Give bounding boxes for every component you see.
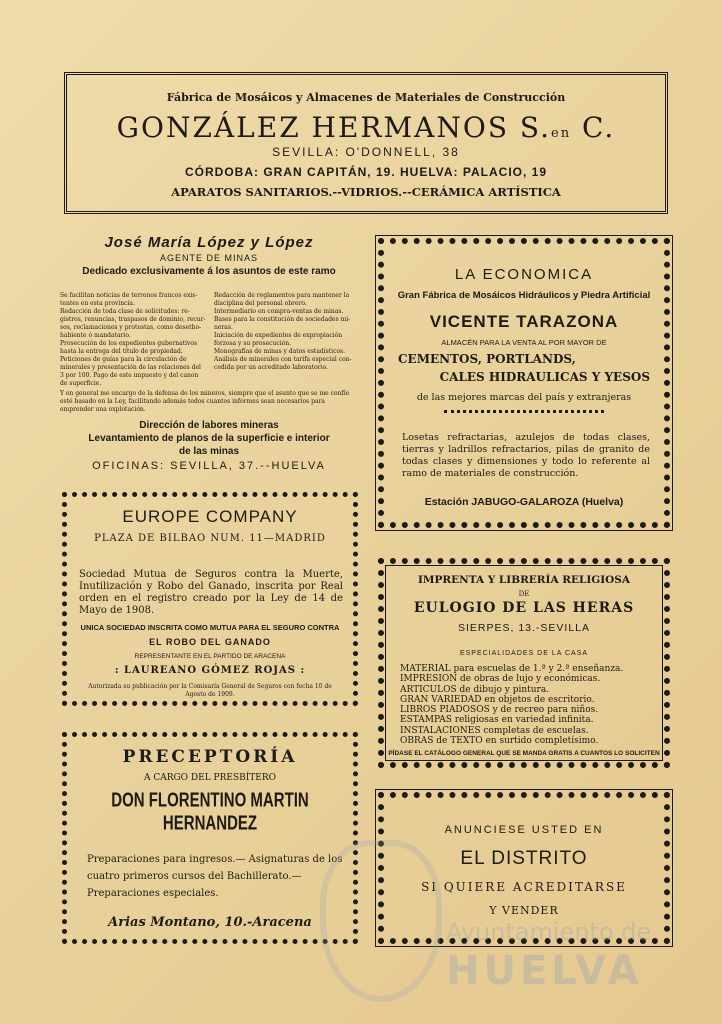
lopez-col1-line: gistros, renuncias, traspasos de dominio, recur- — [60, 316, 206, 323]
europe-auth: Autorizada su publicación por la Comisaría General de Seguros con fecha 10 de Agosto de 1909. — [88, 683, 332, 698]
gonzalez-title-main: GONZÁLEZ HERMANOS S. — [116, 111, 552, 144]
imprenta-list — [400, 664, 623, 746]
lopez-col2-line: forzosa y su prosecución. — [214, 340, 292, 347]
lopez-col1-line: Prosecución de los expedientes gubernativos — [60, 340, 198, 347]
preceptoria-name: DON FLORENTINO MARTIN HERNANDEZ — [111, 789, 309, 835]
economica-desc: Losetas refractarias, azulejos de todas clases, tierras y ladrillos refractarios, pilas de granito de todas clases y dimensiones y todo lo referente al ramo de materiales de construcción. — [402, 432, 650, 479]
lopez-col2-line: Intermediario en compra-ventas de minas. — [214, 308, 344, 315]
preceptoria-address: Arias Montano, 10.-Aracena — [108, 915, 312, 930]
list-item: ARTICULOS de dibujo y pintura. — [400, 684, 550, 695]
imprenta-catalog: PÍDASE EL CATÁLOGO GENERAL QUE SE MANDA GRATIS A CUANTOS LO SOLICITEN — [388, 750, 660, 757]
lopez-name: José María López y López — [104, 234, 314, 251]
lopez-dir1: Dirección de labores mineras — [139, 420, 279, 431]
preceptoria-desc: Preparaciones para ingresos.— Asignaturas de los cuatro primeros cursos del Bachillerato.— Preparaciones especiales. — [87, 854, 343, 899]
lopez-col1-line: minerales y presentación de las relaciones del — [60, 364, 201, 371]
watermark-line1: Ayuntamiento de — [446, 918, 652, 946]
list-item: ESTAMPAS religiosas en variedad infinita. — [400, 715, 594, 726]
lopez-col2-line: Bases para la constitución de sociedades mi- — [214, 316, 351, 323]
lopez-col1-line: habiente ó mandatario. — [60, 332, 131, 339]
watermark-line2: HUELVA — [446, 948, 643, 994]
imprenta-name: EULOGIO DE LAS HERAS — [413, 600, 635, 616]
list-item: IMPRESION de obras de lujo y económicas. — [400, 674, 601, 685]
lopez-col2-line: Redacción de reglamentos para mantener la — [214, 292, 350, 299]
gonzalez-title-en: en — [551, 126, 572, 141]
lopez-col2-line: Iniciación de expedientes de expropiación — [214, 332, 343, 339]
lopez-col1-line: Peticiones de guías para la circulación de — [60, 356, 187, 363]
economica-sub: Gran Fábrica de Mosáicos Hidráulicos y Piedra Artificial — [397, 290, 651, 301]
lopez-col1-line: Redacción de toda clase de solicitudes: re- — [60, 308, 190, 315]
europe-title: EUROPE COMPANY — [122, 507, 298, 526]
lopez-col1-line: Se facilitan noticias de terrenos francos exis- — [60, 292, 198, 299]
lopez-col1-line: sos, reclamaciones y protestas, como desetho- — [60, 324, 202, 331]
lopez-col1-line: 3 por 100. Pago de este impuesto y del canon — [60, 372, 199, 379]
imprenta-spec: ESPECIALIDADES DE LA CASA — [459, 650, 589, 657]
gonzalez-line5: APARATOS SANITARIOS.--VIDRIOS.--CERÁMICA ARTÍSTICA — [171, 185, 561, 199]
economica-prod2: CALES HIDRAULICAS Y YESOS — [439, 370, 650, 384]
list-item: OBRAS de TEXTO en surtido completísimo. — [400, 736, 599, 747]
lopez-office: OFICINAS: SEVILLA, 37.--HUELVA — [92, 460, 326, 472]
economica-owner: VICENTE TARAZONA — [429, 312, 619, 331]
imprenta-address: SIERPES, 13.-SEVILLA — [457, 622, 591, 634]
watermark-crest-icon — [320, 840, 442, 1002]
lopez-para: Y en general me encargo de la defensa de los mineros, siempre que el asunto que se me confíe esté basado en la Ley, facilitando además todos cuantos informes sean necesarios para emprender una explotación. — [60, 390, 350, 413]
europe-address: PLAZA DE BILBAO NUM. 11—MADRID — [94, 533, 326, 544]
economica-ad — [378, 238, 670, 528]
economica-divider — [444, 410, 604, 413]
economica-station: Estación JABUGO-GALAROZA (Huelva) — [424, 496, 624, 508]
lopez-col2-line: neras. — [214, 324, 233, 331]
lopez-col2 — [214, 292, 360, 372]
economica-prod1: CEMENTOS, PORTLANDS, — [398, 352, 576, 366]
lopez-col2-line: cedida por un acreditado laboratorio. — [214, 364, 328, 371]
lopez-dir2: Levantamiento de planos de la superficie e interior — [88, 433, 330, 444]
lopez-col1-line: tentes en esta provincia. — [60, 300, 135, 307]
lopez-role: AGENTE DE MINAS — [159, 253, 258, 263]
preceptoria-cargo: A CARGO DEL PRESBÍTERO — [143, 773, 277, 783]
distrito-line1: ANUNCIESE USTED EN — [444, 824, 604, 836]
lopez-col2-line: Análisis de minerales con tarifa especial con- — [214, 356, 352, 363]
gonzalez-title — [67, 111, 665, 144]
preceptoria-ad — [62, 732, 358, 944]
lopez-col1 — [60, 292, 206, 388]
distrito-line4: Y VENDER — [489, 904, 559, 917]
lopez-col2-line: disciplina del personal obrero. — [214, 300, 307, 307]
list-item: MATERIAL para escuelas de 1.ª y 2.ª enseñanza. — [400, 664, 624, 674]
economica-almacen: ALMACÉN PARA LA VENTA AL POR MAYOR DE — [441, 338, 607, 347]
europe-robo: EL ROBO DEL GANADO — [149, 637, 271, 647]
gonzalez-line3: SEVILLA: O'DONNELL, 38 — [272, 145, 460, 159]
lopez-col2-line: Monografías de minas y datos estadísticos. — [214, 348, 346, 355]
gonzalez-line4: CÓRDOBA: GRAN CAPITÁN, 19. HUELVA: PALACIO, 19 — [184, 165, 548, 179]
europe-unica: UNICA SOCIEDAD INSCRITA COMO MUTUA PARA EL SEGURO CONTRA — [80, 623, 340, 632]
lopez-col1-line: de superficie. — [60, 380, 102, 387]
imprenta-title: IMPRENTA Y LIBRERÍA RELIGIOSA — [417, 574, 631, 586]
list-item: LIBROS PIADOSOS y de recreo para niños. — [400, 705, 599, 716]
imprenta-de: DE — [518, 590, 530, 598]
europe-agent: : LAUREANO GÓMEZ ROJAS : — [114, 665, 306, 676]
gonzalez-ad — [64, 72, 668, 214]
europe-ad — [62, 492, 358, 706]
gonzalez-line1: Fábrica de Mosáicos y Almacenes de Materiales de Construcción — [166, 91, 566, 104]
list-item: GRAN VARIEDAD en objetos de escritorio. — [400, 694, 595, 705]
lopez-ad — [58, 228, 360, 474]
europe-desc: Sociedad Mutua de Seguros contra la Muerte, Inutilización y Robo del Ganado, inscrita por Real orden en el registro creado por la Ley de 14 de Mayo de 1908. — [79, 569, 343, 616]
europe-rep: REPRESENTANTE EN EL PARTIDO DE ARACENA — [134, 653, 286, 660]
list-item: INSTALACIONES completas de escuelas. — [400, 725, 589, 736]
economica-title: LA ECONOMICA — [454, 266, 594, 283]
distrito-line2: EL DISTRITO — [460, 848, 588, 869]
lopez-col1-line: hasta la entrega del título de propiedad. — [60, 348, 183, 355]
economica-marcas: de las mejores marcas del país y extranjeras — [416, 392, 632, 403]
distrito-line3: SI QUIERE ACREDITARSE — [421, 880, 627, 894]
imprenta-ad — [378, 558, 670, 768]
lopez-tagline: Dedicado exclusivamente á los asuntos de este ramo — [82, 266, 336, 277]
lopez-dir3: de las minas — [178, 446, 240, 457]
preceptoria-title: PRECEPTORÍA — [122, 747, 298, 767]
gonzalez-title-c: C. — [582, 111, 616, 144]
